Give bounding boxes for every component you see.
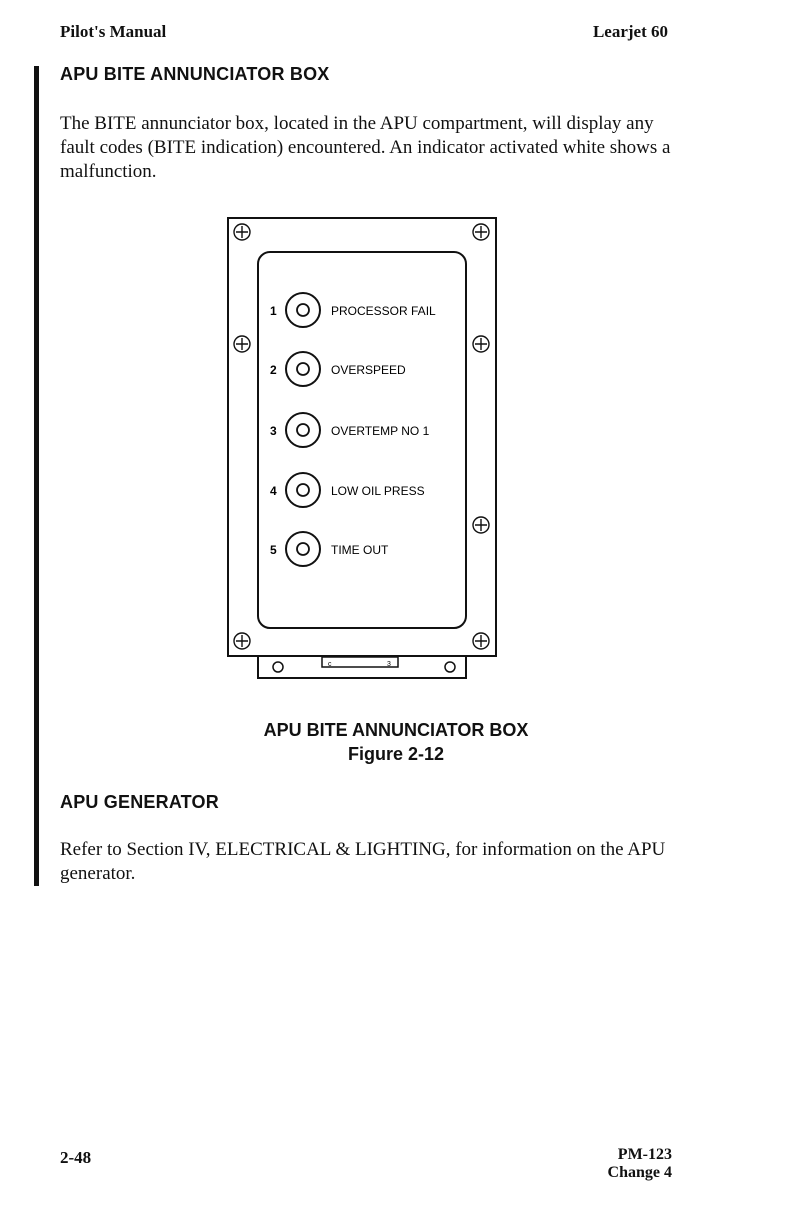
indicator-number: 5 [270,543,277,557]
indicator-label: PROCESSOR FAIL [331,304,436,318]
indicator-label: OVERTEMP NO 1 [331,424,430,438]
indicator-number: 1 [270,304,277,318]
footer-change-number: Change 4 [607,1164,672,1181]
indicator-label: TIME OUT [331,543,389,557]
header-aircraft: Learjet 60 [592,22,668,41]
paragraph-apu-generator: Refer to Section IV, ELECTRICAL & LIGHTING, for information on the APU generator. [60,839,666,884]
screw-icon [473,224,489,240]
connector-mark-left: c [328,661,332,668]
indicator-label: OVERSPEED [331,363,406,377]
screw-icon [473,633,489,649]
indicator-lamp-icon [286,473,320,507]
indicator-lamp-icon [286,413,320,447]
connector-mark-right: 3 [387,661,391,668]
indicator-number: 4 [270,484,277,498]
indicator-label: LOW OIL PRESS [331,484,425,498]
screw-icon [234,633,250,649]
indicator-lamp-icon [286,293,320,327]
footer-doc-number: PM-123 [617,1146,672,1163]
indicator-number: 3 [270,424,277,438]
screw-icon [234,224,250,240]
screw-icon [473,517,489,533]
section-heading-bite-box: APU BITE ANNUNCIATOR BOX [60,64,330,84]
paragraph-bite-box: The BITE annunciator box, located in the APU compartment, will display any fault codes (BITE indication) encountered. An indicator activated white shows a malfunction. [60,113,671,182]
indicator-lamp-icon [286,352,320,386]
screw-icon [473,336,489,352]
section-heading-apu-generator: APU GENERATOR [60,792,219,812]
screw-icon [234,336,250,352]
indicator-lamp-icon [286,532,320,566]
indicator-number: 2 [270,363,277,377]
figure-caption-number: Figure 2-12 [347,744,445,764]
figure-caption-title: APU BITE ANNUNCIATOR BOX [263,720,529,740]
footer-page-number: 2-48 [60,1148,92,1167]
header-manual-title: Pilot's Manual [60,22,167,41]
bite-annunciator-box-figure [222,214,508,686]
